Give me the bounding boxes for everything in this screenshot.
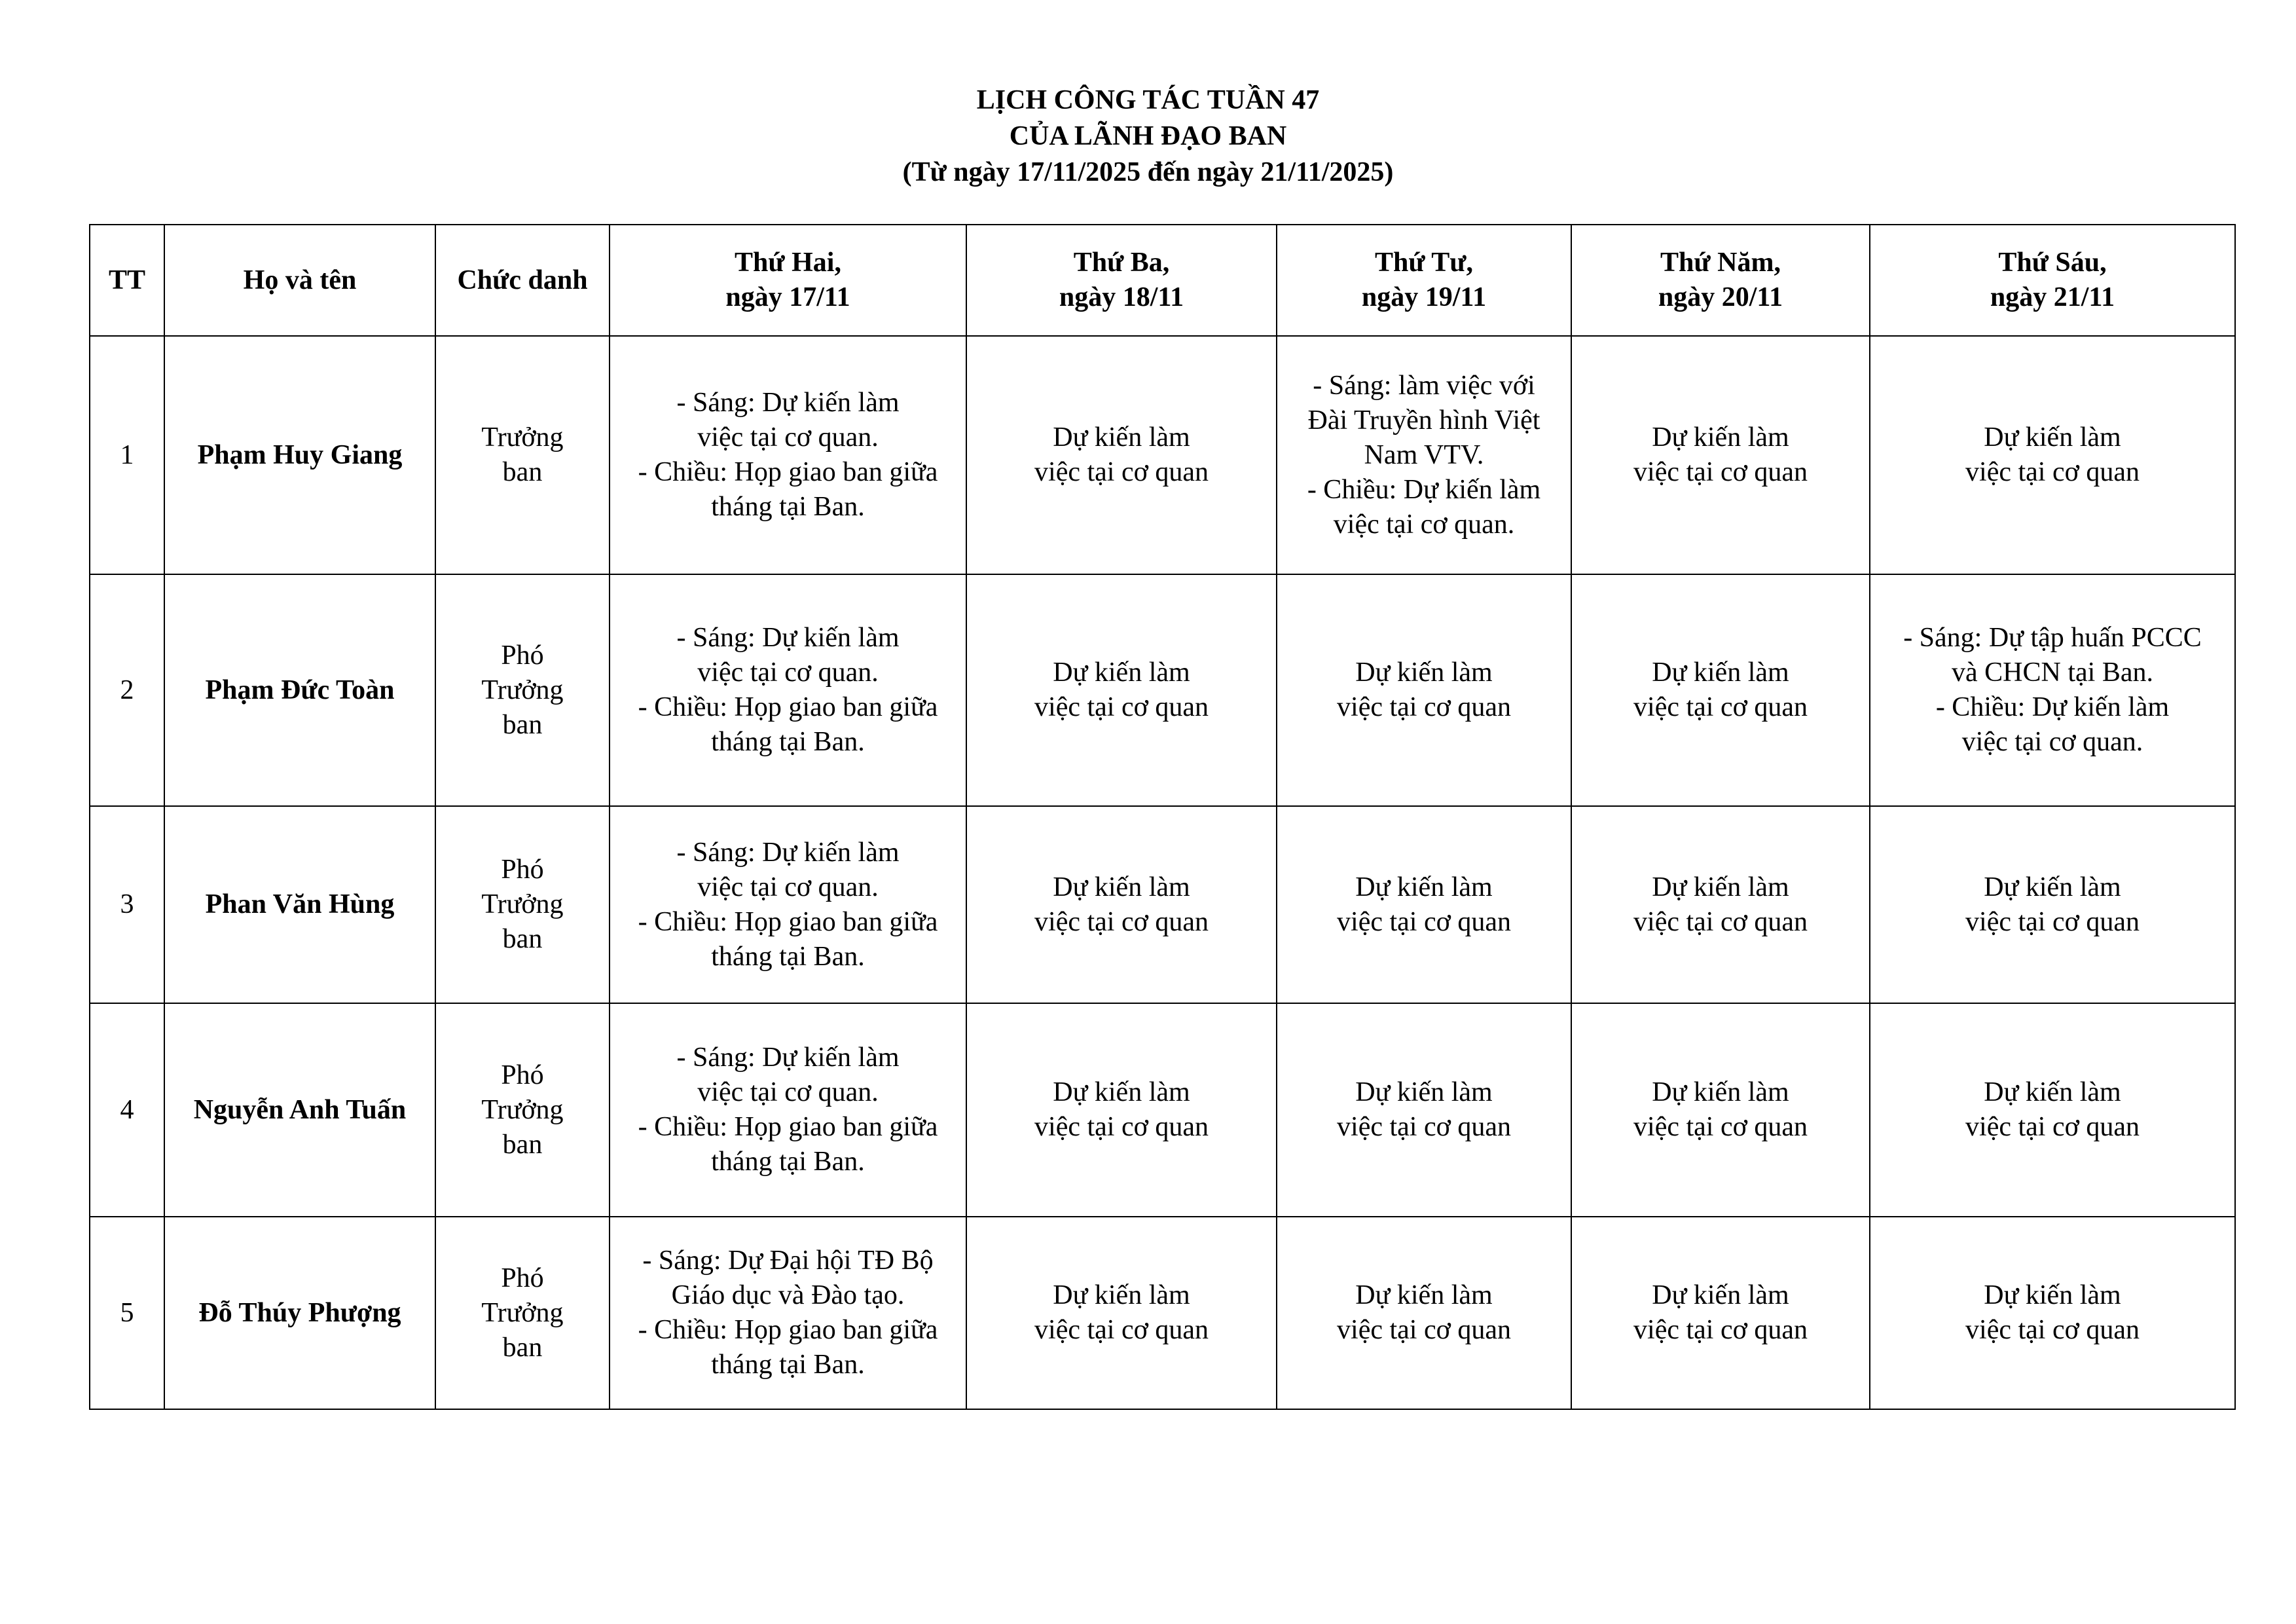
header-name: Họ và tên	[164, 225, 435, 336]
cell-thursday: Dự kiến làm việc tại cơ quan	[1571, 806, 1870, 1003]
header-tt: TT	[90, 225, 164, 336]
table-row	[90, 1003, 2235, 1217]
cell-wednesday: Dự kiến làm việc tại cơ quan	[1277, 1217, 1571, 1409]
title-line-1: LỊCH CÔNG TÁC TUẦN 47	[976, 85, 1320, 115]
cell-name: Phạm Đức Toàn	[164, 574, 435, 806]
cell-tuesday: Dự kiến làm việc tại cơ quan	[966, 1003, 1277, 1217]
date-range: (Từ ngày 17/11/2025 đến ngày 21/11/2025)	[902, 157, 1394, 187]
cell-friday: Dự kiến làm việc tại cơ quan	[1870, 1217, 2235, 1409]
cell-monday: - Sáng: Dự Đại hội TĐ Bộ Giáo dục và Đào tạo. - Chiều: Họp giao ban giữa tháng tại Ban.	[610, 1217, 966, 1409]
cell-wednesday: Dự kiến làm việc tại cơ quan	[1277, 574, 1571, 806]
cell-position: Trưởng ban	[435, 336, 610, 574]
cell-name: Nguyễn Anh Tuấn	[164, 1003, 435, 1217]
document-header	[0, 83, 2296, 191]
cell-monday: - Sáng: Dự kiến làm việc tại cơ quan. - Chiều: Họp giao ban giữa tháng tại Ban.	[610, 806, 966, 1003]
cell-name: Đỗ Thúy Phượng	[164, 1217, 435, 1409]
cell-tuesday: Dự kiến làm việc tại cơ quan	[966, 336, 1277, 574]
header-tuesday: Thứ Ba, ngày 18/11	[966, 225, 1277, 336]
cell-thursday: Dự kiến làm việc tại cơ quan	[1571, 574, 1870, 806]
cell-tt: 1	[90, 336, 164, 574]
cell-thursday: Dự kiến làm việc tại cơ quan	[1571, 336, 1870, 574]
cell-thursday: Dự kiến làm việc tại cơ quan	[1571, 1003, 1870, 1217]
cell-friday: Dự kiến làm việc tại cơ quan	[1870, 336, 2235, 574]
cell-monday: - Sáng: Dự kiến làm việc tại cơ quan. - Chiều: Họp giao ban giữa tháng tại Ban.	[610, 574, 966, 806]
schedule-table	[89, 224, 2236, 1410]
cell-tt: 2	[90, 574, 164, 806]
title-line-2: CỦA LÃNH ĐẠO BAN	[1009, 121, 1287, 151]
cell-monday: - Sáng: Dự kiến làm việc tại cơ quan. - Chiều: Họp giao ban giữa tháng tại Ban.	[610, 336, 966, 574]
table-row	[90, 336, 2235, 574]
cell-position: Phó Trưởng ban	[435, 1003, 610, 1217]
header-position: Chức danh	[435, 225, 610, 336]
cell-friday: - Sáng: Dự tập huấn PCCC và CHCN tại Ban. - Chiều: Dự kiến làm việc tại cơ quan.	[1870, 574, 2235, 806]
cell-wednesday: Dự kiến làm việc tại cơ quan	[1277, 1003, 1571, 1217]
cell-tuesday: Dự kiến làm việc tại cơ quan	[966, 574, 1277, 806]
cell-wednesday: - Sáng: làm việc với Đài Truyền hình Việt Nam VTV. - Chiều: Dự kiến làm việc tại cơ quan.	[1277, 336, 1571, 574]
cell-tt: 5	[90, 1217, 164, 1409]
cell-tt: 3	[90, 806, 164, 1003]
cell-name: Phạm Huy Giang	[164, 336, 435, 574]
header-wednesday: Thứ Tư, ngày 19/11	[1277, 225, 1571, 336]
header-thursday: Thứ Năm, ngày 20/11	[1571, 225, 1870, 336]
cell-monday: - Sáng: Dự kiến làm việc tại cơ quan. - Chiều: Họp giao ban giữa tháng tại Ban.	[610, 1003, 966, 1217]
cell-friday: Dự kiến làm việc tại cơ quan	[1870, 1003, 2235, 1217]
cell-tuesday: Dự kiến làm việc tại cơ quan	[966, 806, 1277, 1003]
header-row	[90, 225, 2235, 336]
cell-position: Phó Trưởng ban	[435, 574, 610, 806]
header-friday: Thứ Sáu, ngày 21/11	[1870, 225, 2235, 336]
table-row	[90, 806, 2235, 1003]
cell-tt: 4	[90, 1003, 164, 1217]
cell-wednesday: Dự kiến làm việc tại cơ quan	[1277, 806, 1571, 1003]
cell-position: Phó Trưởng ban	[435, 806, 610, 1003]
cell-tuesday: Dự kiến làm việc tại cơ quan	[966, 1217, 1277, 1409]
cell-position: Phó Trưởng ban	[435, 1217, 610, 1409]
cell-thursday: Dự kiến làm việc tại cơ quan	[1571, 1217, 1870, 1409]
header-monday: Thứ Hai, ngày 17/11	[610, 225, 966, 336]
cell-friday: Dự kiến làm việc tại cơ quan	[1870, 806, 2235, 1003]
table-row	[90, 1217, 2235, 1409]
cell-name: Phan Văn Hùng	[164, 806, 435, 1003]
table-row	[90, 574, 2235, 806]
